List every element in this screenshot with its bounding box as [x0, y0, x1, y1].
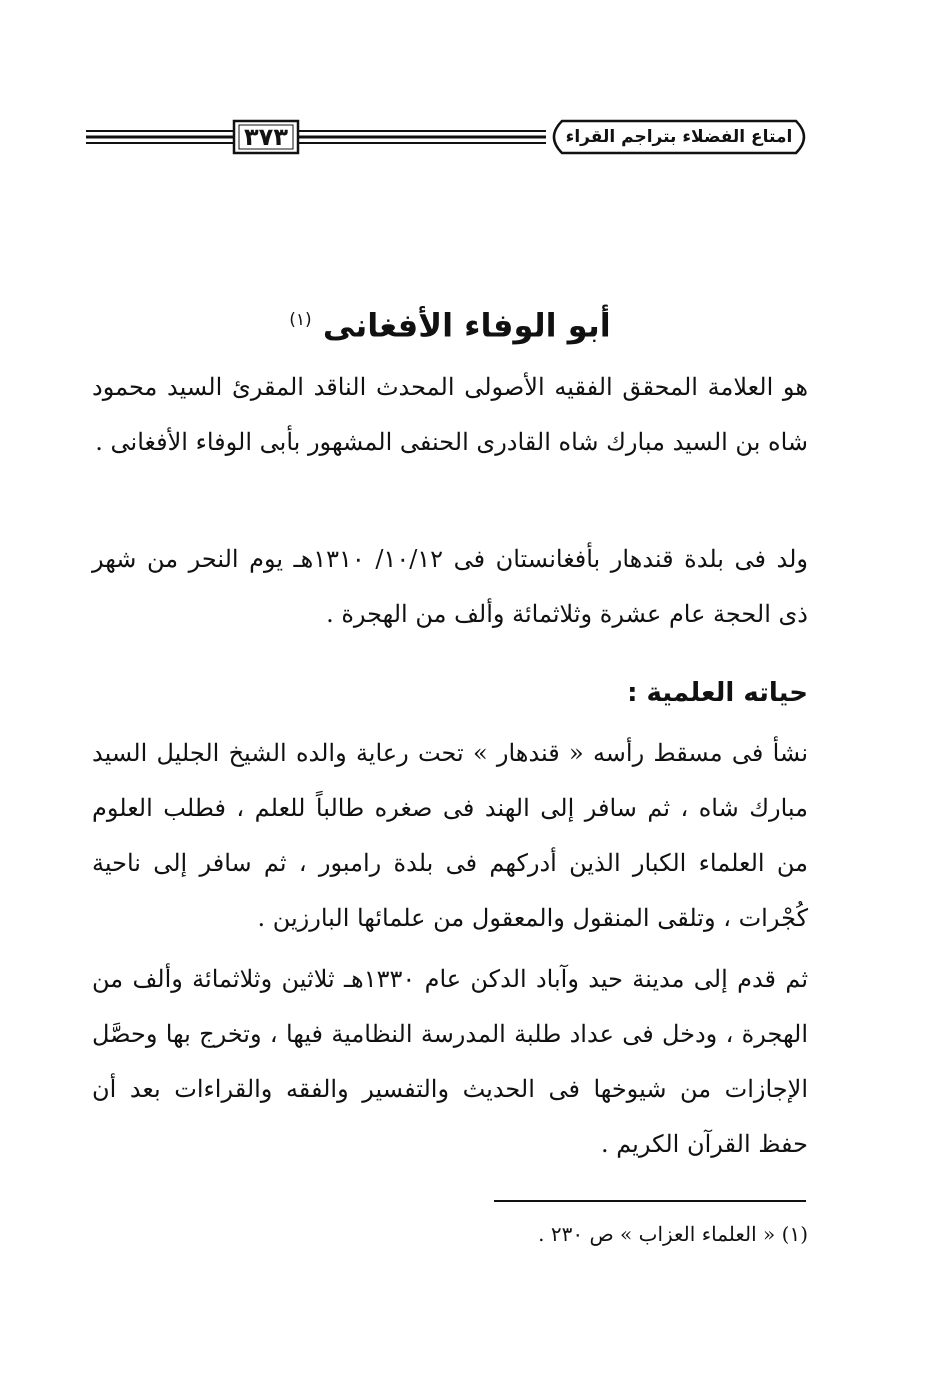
title-footnote-marker: (١): [289, 310, 312, 330]
article-title: [92, 290, 808, 350]
paragraph-birth: ولد فى بلدة قندهار بأفغانستان فى ١٠/١٢/ ١٣١٠هـ يوم النحر من شهر ذى الحجة عام عشرة وثلاثمائة وألف من الهجرة .: [92, 545, 808, 628]
paragraph-intro: هو العلامة المحقق الفقيه الأصولى المحدث الناقد المقرئ السيد محمود شاه بن السيد مبارك شاه القادرى الحنفى المشهور بأبى الوفاء الأفغانى .: [92, 373, 808, 456]
paragraph-education: نشأ فى مسقط رأسه « قندهار » تحت رعاية والده الشيخ الجليل السيد مبارك شاه ، ثم سافر إلى الهند فى صغره طالباً للعلم ، فطلب العلوم من العلماء الكبار الذين أدركهم فى بلدة رامبور ، ثم سافر إلى ناحية كُجْرات ، وتلقى المنقول والمعقول من علمائها البارزين .: [92, 739, 808, 932]
running-header: [86, 118, 816, 156]
paragraph-hyderabad: ثم قدم إلى مدينة حيد وآباد الدكن عام ١٣٣٠هـ ثلاثين وثلاثمائة وألف من الهجرة ، ودخل فى عداد طلبة المدرسة النظامية فيها ، وتخرج بها وحصَّل الإجازات من شيوخها فى الحديث والتفسير والفقه والقراءات بعد أن حفظ القرآن الكريم .: [92, 965, 809, 1158]
article-title-text: أبو الوفاء الأفغانى: [322, 306, 611, 345]
footnote-separator: [494, 1200, 806, 1202]
running-title: امتاع الفضلاء بتراجم القراء: [565, 127, 793, 147]
page-number: ٣٧٣: [244, 123, 288, 151]
section-heading: حياته العلمية :: [627, 678, 808, 708]
footnote: (١) « العلماء العزاب » ص ٢٣٠ .: [538, 1222, 808, 1246]
